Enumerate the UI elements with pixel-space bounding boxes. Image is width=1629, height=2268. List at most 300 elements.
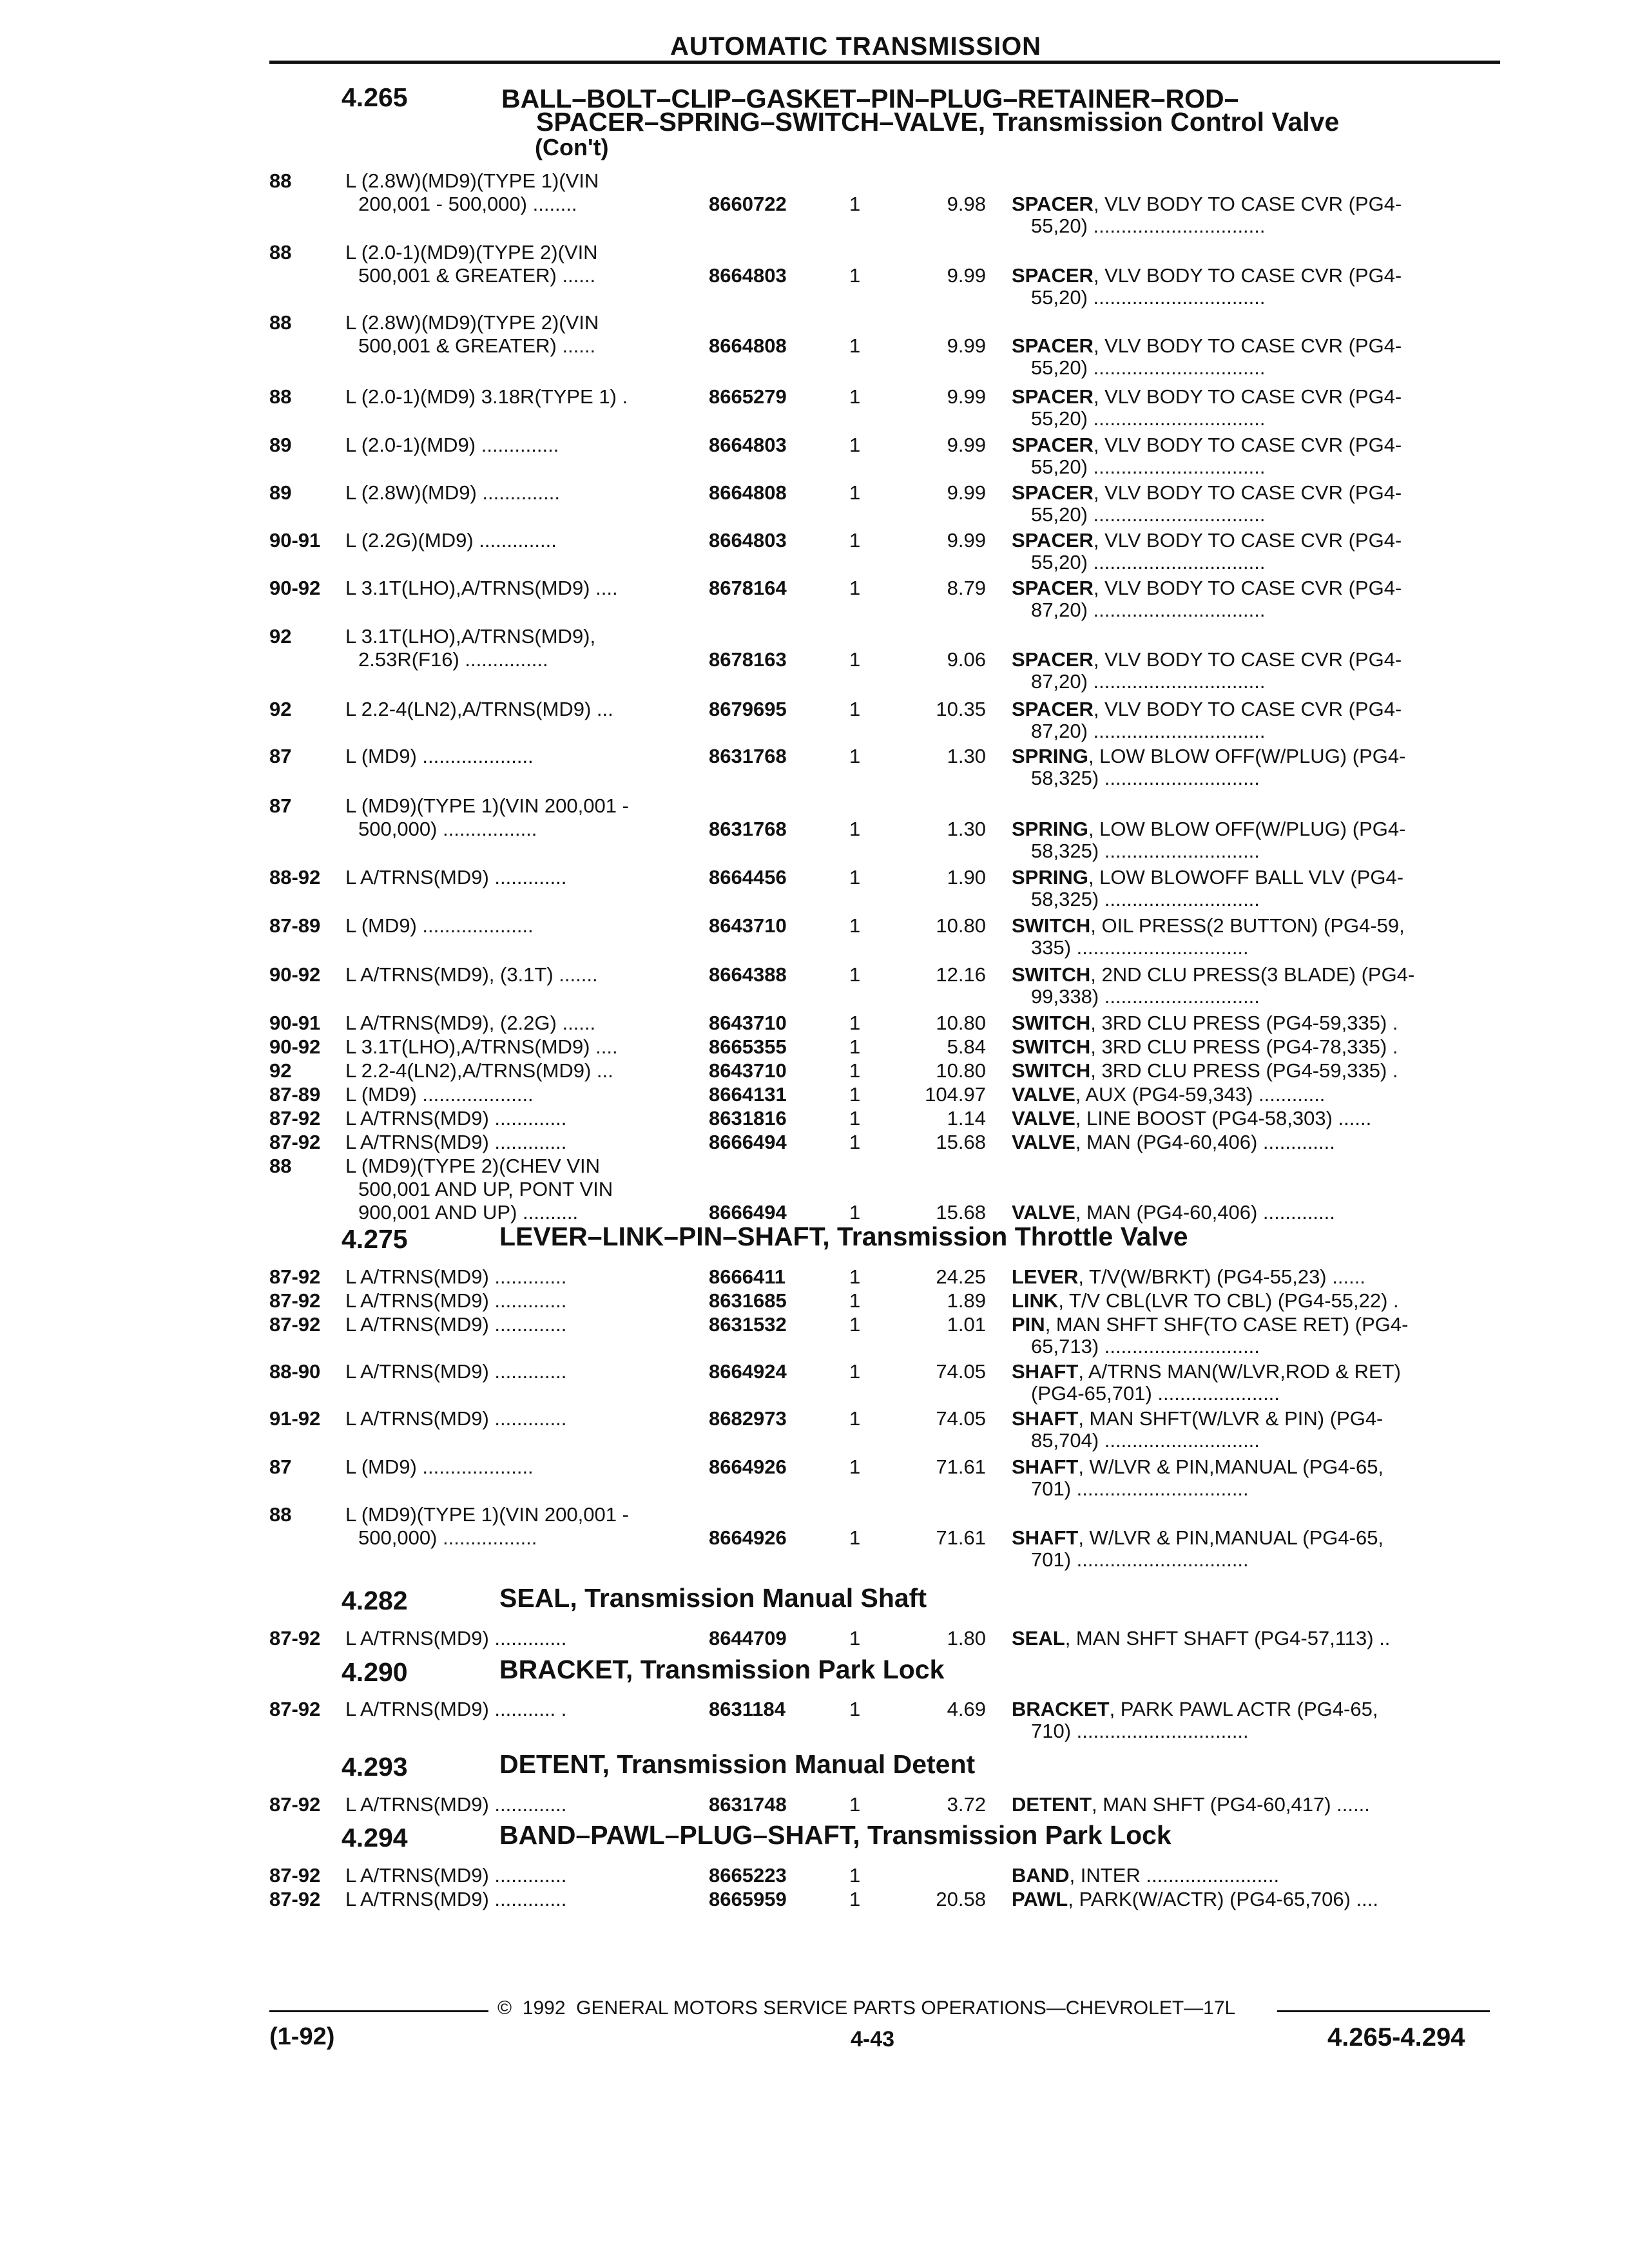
application-description: L 2.2-4(LN2),A/TRNS(MD9) ... (345, 698, 613, 720)
item-description (1012, 865, 1403, 889)
application-description: L (MD9) .................... (345, 1456, 534, 1478)
item-description-cont: 58,325) ............................ (1031, 767, 1260, 789)
footer-revision-date: (1-92) (269, 2023, 335, 2050)
part-number: 8666411 (709, 1265, 786, 1288)
application-description: L (2.8W)(MD9) .............. (345, 481, 560, 504)
part-number: 8643710 (709, 914, 787, 937)
section-title-description: Transmission Park Lock (640, 1655, 945, 1684)
item-detail: , PARK PAWL ACTR (PG4-65, (1109, 1698, 1378, 1720)
application-description: L A/TRNS(MD9) ............. (345, 1313, 567, 1336)
item-detail: , PARK(W/ACTR) (PG4-65,706) .... (1068, 1888, 1378, 1910)
part-number: 8664926 (709, 1526, 787, 1549)
application-description-cont: 500,000) ................. (358, 818, 537, 840)
model-years: 90-92 (269, 577, 321, 599)
part-number: 8678164 (709, 577, 787, 599)
price: 1.01 (947, 1313, 986, 1336)
quantity: 1 (849, 1456, 861, 1478)
price: 1.14 (947, 1107, 986, 1129)
quantity: 1 (849, 1526, 861, 1549)
part-number: 8660722 (709, 193, 787, 215)
section-title (499, 1657, 944, 1682)
item-detail: , MAN SHFT SHAFT (PG4-57,113) .. (1065, 1627, 1391, 1649)
item-name: LINK (1012, 1289, 1059, 1312)
item-description-cont: 710) ............................... (1031, 1720, 1249, 1742)
price: 10.80 (936, 914, 986, 937)
part-number: 8679695 (709, 698, 787, 720)
price: 10.80 (936, 1059, 986, 1082)
application-description: L A/TRNS(MD9) ............. (345, 1627, 567, 1649)
item-detail: , 3RD CLU PRESS (PG4-59,335) . (1090, 1059, 1398, 1082)
item-detail: , MAN (PG4-60,406) ............. (1075, 1131, 1335, 1153)
part-number: 8664456 (709, 866, 787, 889)
item-description-cont: 87,20) ............................... (1031, 720, 1266, 742)
item-detail: , A/TRNS MAN(W/LVR,ROD & RET) (1078, 1360, 1401, 1383)
application-description: L (MD9)(TYPE 1)(VIN 200,001 - (345, 1503, 629, 1526)
item-detail: , T/V CBL(LVR TO CBL) (PG4-55,22) . (1058, 1289, 1399, 1312)
section-number: 4.265 (342, 82, 408, 112)
price: 74.05 (936, 1360, 986, 1383)
item-detail: , MAN SHFT(W/LVR & PIN) (PG4- (1078, 1407, 1383, 1430)
item-description (1012, 697, 1402, 721)
quantity: 1 (849, 577, 861, 599)
application-description: L A/TRNS(MD9) ............. (345, 1131, 567, 1153)
item-description (1012, 914, 1405, 937)
model-years: 87-92 (269, 1107, 321, 1129)
model-years: 89 (269, 434, 292, 456)
price: 71.61 (936, 1526, 986, 1549)
item-description (1012, 481, 1402, 505)
item-detail: , VLV BODY TO CASE CVR (PG4- (1093, 577, 1402, 599)
application-description: L 2.2-4(LN2),A/TRNS(MD9) ... (345, 1059, 613, 1082)
model-years: 88 (269, 311, 292, 334)
model-years: 90-91 (269, 1012, 321, 1034)
application-description: L (MD9)(TYPE 1)(VIN 200,001 - (345, 794, 629, 817)
item-detail: , MAN SHFT (PG4-60,417) ...... (1092, 1793, 1370, 1816)
part-number: 8664808 (709, 334, 787, 357)
application-description: L (2.0-1)(MD9)(TYPE 2)(VIN (345, 241, 598, 264)
section-title (499, 1583, 927, 1613)
model-years: 88 (269, 169, 292, 192)
section-title-line1: BALL–BOLT–CLIP–GASKET–PIN–PLUG–RETAINER–ROD– (501, 84, 1239, 113)
price: 9.98 (947, 193, 986, 215)
item-detail: , MAN (PG4-60,406) ............. (1075, 1201, 1335, 1224)
footer-copyright: © 1992 GENERAL MOTORS SERVICE PARTS OPERATIONS—CHEVROLET—17L (497, 1997, 1236, 2019)
quantity: 1 (849, 434, 861, 456)
model-years: 91-92 (269, 1407, 321, 1430)
model-years: 87-92 (269, 1793, 321, 1816)
model-years: 92 (269, 625, 292, 648)
quantity: 1 (849, 648, 861, 671)
price: 3.72 (947, 1793, 986, 1816)
item-description (1012, 1887, 1378, 1911)
item-detail: , VLV BODY TO CASE CVR (PG4- (1093, 698, 1402, 720)
quantity: 1 (849, 1107, 861, 1129)
page-title: AUTOMATIC TRANSMISSION (670, 32, 1042, 61)
item-name: SPRING (1012, 745, 1088, 767)
section-title-keywords: BRACKET, (499, 1655, 641, 1684)
item-description (1012, 1526, 1383, 1550)
item-description (1012, 1863, 1279, 1887)
price: 1.30 (947, 745, 986, 767)
item-description-cont: 335) ............................... (1031, 936, 1249, 959)
item-detail: , VLV BODY TO CASE CVR (PG4- (1093, 264, 1402, 287)
section-number: 4.275 (342, 1224, 408, 1254)
model-years: 87-92 (269, 1131, 321, 1153)
model-years: 88-90 (269, 1360, 321, 1383)
part-number: 8664803 (709, 264, 787, 287)
model-years: 89 (269, 481, 292, 504)
item-description (1012, 528, 1402, 552)
quantity: 1 (849, 1407, 861, 1430)
price: 24.25 (936, 1265, 986, 1288)
item-description-cont: 87,20) ............................... (1031, 599, 1266, 621)
price: 9.99 (947, 334, 986, 357)
application-description-cont: 500,001 & GREATER) ...... (358, 264, 596, 287)
item-detail: , VLV BODY TO CASE CVR (PG4- (1093, 334, 1402, 357)
application-description-cont: 500,000) ................. (358, 1526, 537, 1549)
quantity: 1 (849, 1864, 861, 1887)
part-number: 8665279 (709, 385, 787, 408)
quantity: 1 (849, 481, 861, 504)
item-name: BAND (1012, 1864, 1070, 1887)
application-description-cont: 2.53R(F16) ............... (358, 648, 548, 671)
part-number: 8631685 (709, 1289, 787, 1312)
part-number: 8631768 (709, 818, 787, 840)
item-name: SPACER (1012, 434, 1094, 456)
item-description (1012, 817, 1405, 841)
item-description (1012, 1130, 1335, 1154)
application-description: L A/TRNS(MD9) ............. (345, 1360, 567, 1383)
item-description (1012, 433, 1402, 457)
item-description (1012, 1106, 1371, 1130)
item-description-cont: 87,20) ............................... (1031, 670, 1266, 693)
item-name: SPACER (1012, 648, 1094, 671)
model-years: 87 (269, 745, 292, 767)
model-years: 87 (269, 1456, 292, 1478)
section-title-keywords: DETENT, (499, 1749, 617, 1779)
application-description: L (MD9) .................... (345, 745, 534, 767)
part-number: 8631816 (709, 1107, 787, 1129)
application-description: L (2.0-1)(MD9) 3.18R(TYPE 1) . (345, 385, 628, 408)
item-name: SPACER (1012, 577, 1094, 599)
price: 1.89 (947, 1289, 986, 1312)
item-description-cont: 58,325) ............................ (1031, 840, 1260, 862)
item-description (1012, 744, 1405, 768)
item-name: VALVE (1012, 1131, 1075, 1153)
footer-rule-right (1277, 2010, 1490, 2012)
item-detail: , LOW BLOWOFF BALL VLV (PG4- (1088, 866, 1404, 889)
price: 15.68 (936, 1201, 986, 1224)
item-name: VALVE (1012, 1083, 1075, 1106)
part-number: 8631532 (709, 1313, 787, 1336)
part-number: 8631184 (709, 1698, 786, 1720)
application-description-cont: 500,001 AND UP, PONT VIN (358, 1178, 613, 1200)
item-description-cont: 701) ............................... (1031, 1548, 1249, 1571)
item-description (1012, 264, 1402, 287)
application-description: L (MD9) .................... (345, 1083, 534, 1106)
item-detail: , VLV BODY TO CASE CVR (PG4- (1093, 434, 1402, 456)
section-title (499, 1224, 1188, 1249)
footer-page-number: 4-43 (851, 2027, 895, 2052)
item-detail: , VLV BODY TO CASE CVR (PG4- (1093, 193, 1402, 215)
quantity: 1 (849, 698, 861, 720)
price: 1.30 (947, 818, 986, 840)
item-name: SPACER (1012, 481, 1094, 504)
model-years: 90-92 (269, 963, 321, 986)
item-description (1012, 1289, 1399, 1312)
section-title-keywords: BAND–PAWL–PLUG–SHAFT, (499, 1820, 868, 1850)
item-name: SPACER (1012, 529, 1094, 552)
quantity: 1 (849, 193, 861, 215)
item-name: SWITCH (1012, 1035, 1091, 1058)
part-number: 8682973 (709, 1407, 787, 1430)
item-detail: , LOW BLOW OFF(W/PLUG) (PG4- (1088, 818, 1406, 840)
quantity: 1 (849, 1083, 861, 1106)
part-number: 8665355 (709, 1035, 787, 1058)
item-detail: , OIL PRESS(2 BUTTON) (PG4-59, (1090, 914, 1405, 937)
item-name: SPACER (1012, 264, 1094, 287)
application-description-cont: 900,001 AND UP) .......... (358, 1201, 579, 1224)
part-number: 8664808 (709, 481, 787, 504)
item-description (1012, 1200, 1335, 1224)
part-number: 8664803 (709, 434, 787, 456)
section-title-keywords: SEAL, (499, 1583, 585, 1613)
footer-section-range: 4.265-4.294 (1327, 2023, 1465, 2052)
part-number: 8666494 (709, 1131, 787, 1153)
item-name: SWITCH (1012, 1012, 1091, 1034)
item-description-cont: 55,20) ............................... (1031, 215, 1266, 237)
section-title-description: Transmission Throttle Valve (837, 1222, 1188, 1251)
item-detail: , INTER ........................ (1069, 1864, 1280, 1887)
item-description (1012, 1312, 1408, 1336)
part-number: 8678163 (709, 648, 787, 671)
quantity: 1 (849, 1627, 861, 1649)
item-description (1012, 385, 1402, 408)
item-description-cont: 55,20) ............................... (1031, 286, 1266, 309)
item-description-cont: 55,20) ............................... (1031, 551, 1266, 573)
price: 8.79 (947, 577, 986, 599)
application-description: L (2.0-1)(MD9) .............. (345, 434, 559, 456)
item-description (1012, 334, 1402, 358)
price: 74.05 (936, 1407, 986, 1430)
quantity: 1 (849, 1012, 861, 1034)
quantity: 1 (849, 385, 861, 408)
application-description: L (2.2G)(MD9) .............. (345, 529, 557, 552)
model-years: 87-89 (269, 1083, 321, 1106)
price: 12.16 (936, 963, 986, 986)
item-name: SHAFT (1012, 1526, 1079, 1549)
item-detail: , AUX (PG4-59,343) ............ (1075, 1083, 1325, 1106)
item-name: VALVE (1012, 1107, 1075, 1129)
item-description (1012, 1035, 1398, 1059)
section-number: 4.290 (342, 1657, 408, 1687)
price: 9.99 (947, 434, 986, 456)
application-description: L A/TRNS(MD9) ............. (345, 866, 567, 889)
part-number: 8664803 (709, 529, 787, 552)
item-description-cont: 55,20) ............................... (1031, 407, 1266, 430)
model-years: 87-92 (269, 1698, 321, 1720)
price: 71.61 (936, 1456, 986, 1478)
application-description: L A/TRNS(MD9) ............. (345, 1289, 567, 1312)
model-years: 87 (269, 794, 292, 817)
item-name: SHAFT (1012, 1407, 1079, 1430)
item-name: SEAL (1012, 1627, 1065, 1649)
model-years: 90-92 (269, 1035, 321, 1058)
item-description-cont: 58,325) ............................ (1031, 888, 1260, 910)
item-name: PAWL (1012, 1888, 1068, 1910)
application-description: L 3.1T(LHO),A/TRNS(MD9) .... (345, 577, 618, 599)
price: 9.99 (947, 385, 986, 408)
price: 104.97 (925, 1083, 986, 1106)
part-number: 8664924 (709, 1360, 787, 1383)
item-name: VALVE (1012, 1201, 1075, 1224)
footer-rule-left (269, 2010, 488, 2012)
quantity: 1 (849, 818, 861, 840)
section-title-description: Transmission Manual Shaft (584, 1583, 927, 1613)
item-detail: , LINE BOOST (PG4-58,303) ...... (1075, 1107, 1372, 1129)
item-description-cont: 55,20) ............................... (1031, 456, 1266, 478)
item-detail: , W/LVR & PIN,MANUAL (PG4-65, (1078, 1526, 1384, 1549)
item-detail: , 3RD CLU PRESS (PG4-59,335) . (1090, 1012, 1398, 1034)
item-description-cont: 65,713) ............................ (1031, 1335, 1260, 1358)
price: 9.99 (947, 481, 986, 504)
model-years: 87-89 (269, 914, 321, 937)
item-name: SPACER (1012, 385, 1094, 408)
application-description: L (2.8W)(MD9)(TYPE 2)(VIN (345, 311, 599, 334)
part-number: 8643710 (709, 1012, 787, 1034)
item-detail: , VLV BODY TO CASE CVR (PG4- (1093, 385, 1402, 408)
item-name: SPRING (1012, 866, 1088, 889)
application-description: L (2.8W)(MD9)(TYPE 1)(VIN (345, 169, 599, 192)
application-description: L A/TRNS(MD9) ............. (345, 1888, 567, 1910)
item-description-cont: 55,20) ............................... (1031, 356, 1266, 379)
continued-label: (Con't) (535, 134, 609, 160)
quantity: 1 (849, 1289, 861, 1312)
application-description: L 3.1T(LHO),A/TRNS(MD9), (345, 625, 596, 648)
item-description (1012, 1407, 1383, 1430)
part-number: 8643710 (709, 1059, 787, 1082)
quantity: 1 (849, 914, 861, 937)
item-description-cont: 701) ............................... (1031, 1477, 1249, 1500)
application-description: L (MD9) .................... (345, 914, 534, 937)
item-description (1012, 1626, 1390, 1650)
application-description: L A/TRNS(MD9) ............. (345, 1864, 567, 1887)
model-years: 90-91 (269, 529, 321, 552)
item-detail: , VLV BODY TO CASE CVR (PG4- (1093, 481, 1402, 504)
item-description-cont: 99,338) ............................ (1031, 985, 1260, 1008)
price: 9.99 (947, 529, 986, 552)
item-name: SPRING (1012, 818, 1088, 840)
application-description: L A/TRNS(MD9) ........... . (345, 1698, 567, 1720)
part-number: 8665223 (709, 1864, 787, 1887)
item-detail: , 2ND CLU PRESS(3 BLADE) (PG4- (1090, 963, 1415, 986)
item-description (1012, 1455, 1383, 1479)
application-description: L 3.1T(LHO),A/TRNS(MD9) .... (345, 1035, 618, 1058)
model-years: 88 (269, 241, 292, 264)
model-years: 92 (269, 698, 292, 720)
item-description-cont: 55,20) ............................... (1031, 503, 1266, 526)
price: 15.68 (936, 1131, 986, 1153)
item-detail: , VLV BODY TO CASE CVR (PG4- (1093, 529, 1402, 552)
section-number: 4.293 (342, 1752, 408, 1782)
item-name: SPACER (1012, 698, 1094, 720)
model-years: 87-92 (269, 1265, 321, 1288)
model-years: 87-92 (269, 1289, 321, 1312)
price: 10.35 (936, 698, 986, 720)
application-description: L A/TRNS(MD9) ............. (345, 1793, 567, 1816)
item-detail: , MAN SHFT SHF(TO CASE RET) (PG4- (1045, 1313, 1409, 1336)
item-description (1012, 1360, 1401, 1383)
price: 10.80 (936, 1012, 986, 1034)
item-name: DETENT (1012, 1793, 1092, 1816)
item-description (1012, 963, 1414, 986)
item-name: SWITCH (1012, 963, 1091, 986)
item-description (1012, 1697, 1378, 1721)
item-detail: , 3RD CLU PRESS (PG4-78,335) . (1090, 1035, 1398, 1058)
item-detail: , W/LVR & PIN,MANUAL (PG4-65, (1078, 1456, 1384, 1478)
part-number: 8631768 (709, 745, 787, 767)
item-name: SPACER (1012, 334, 1094, 357)
price: 1.80 (947, 1627, 986, 1649)
item-description (1012, 1082, 1325, 1106)
item-description (1012, 1011, 1398, 1035)
model-years: 87-92 (269, 1627, 321, 1649)
item-name: SHAFT (1012, 1360, 1079, 1383)
part-number: 8665959 (709, 1888, 787, 1910)
quantity: 1 (849, 334, 861, 357)
item-description-cont: (PG4-65,701) ...................... (1031, 1382, 1280, 1405)
model-years: 87-92 (269, 1864, 321, 1887)
quantity: 1 (849, 1035, 861, 1058)
item-name: LEVER (1012, 1265, 1079, 1288)
item-description (1012, 192, 1402, 216)
section-title-keywords: SPACER–SPRING–SWITCH–VALVE, (536, 107, 993, 137)
model-years: 88-92 (269, 866, 321, 889)
part-number: 8666494 (709, 1201, 787, 1224)
model-years: 88 (269, 1503, 292, 1526)
item-name: SPACER (1012, 193, 1094, 215)
item-description (1012, 648, 1402, 671)
price: 9.06 (947, 648, 986, 671)
item-description (1012, 1792, 1370, 1816)
part-number: 8664131 (709, 1083, 787, 1106)
section-title-description: Transmission Control Valve (992, 107, 1340, 137)
price: 9.99 (947, 264, 986, 287)
model-years: 87-92 (269, 1888, 321, 1910)
item-name: BRACKET (1012, 1698, 1110, 1720)
quantity: 1 (849, 1265, 861, 1288)
quantity: 1 (849, 1131, 861, 1153)
quantity: 1 (849, 1313, 861, 1336)
application-description: L (MD9)(TYPE 2)(CHEV VIN (345, 1155, 601, 1177)
price: 4.69 (947, 1698, 986, 1720)
part-number: 8664388 (709, 963, 787, 986)
item-description-cont: 85,704) ............................ (1031, 1429, 1260, 1452)
quantity: 1 (849, 866, 861, 889)
application-description-cont: 500,001 & GREATER) ...... (358, 334, 596, 357)
quantity: 1 (849, 529, 861, 552)
item-description (1012, 576, 1402, 600)
model-years: 88 (269, 385, 292, 408)
quantity: 1 (849, 963, 861, 986)
quantity: 1 (849, 745, 861, 767)
part-number: 8664926 (709, 1456, 787, 1478)
header-rule (269, 61, 1500, 64)
application-description: L A/TRNS(MD9), (3.1T) ....... (345, 963, 598, 986)
section-number: 4.282 (342, 1586, 408, 1615)
model-years: 92 (269, 1059, 292, 1082)
quantity: 1 (849, 1698, 861, 1720)
